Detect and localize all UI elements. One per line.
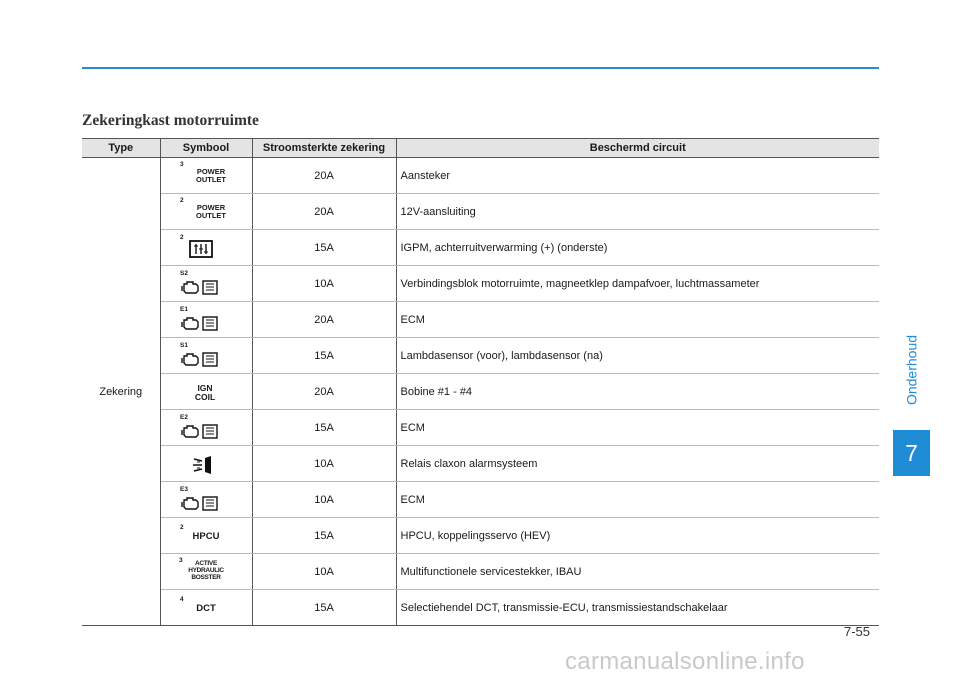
rating-cell: 20A bbox=[252, 158, 396, 194]
circuit-cell: Bobine #1 - #4 bbox=[396, 374, 879, 410]
circuit-cell: Selectiehendel DCT, transmissie-ECU, transmissiestandschakelaar bbox=[396, 590, 879, 626]
symbol-superscript: E3 bbox=[180, 485, 188, 493]
rating-cell: 10A bbox=[252, 554, 396, 590]
table-row bbox=[82, 194, 879, 230]
symbol-label-line: HYDRAULIC bbox=[188, 566, 224, 574]
rating-cell: 15A bbox=[252, 410, 396, 446]
engine-ecu-icon bbox=[167, 412, 245, 444]
symbol-superscript: S1 bbox=[180, 341, 188, 349]
table-body bbox=[82, 158, 879, 626]
circuit-cell: IGPM, achterruitverwarming (+) (onderste) bbox=[396, 230, 879, 266]
rating-cell: 20A bbox=[252, 302, 396, 338]
symbol-cell bbox=[160, 230, 252, 266]
symbol-text bbox=[167, 592, 245, 624]
symbol-label-line: HPCU bbox=[192, 530, 220, 542]
chapter-number: 7 bbox=[893, 430, 930, 476]
side-tab-label: Onderhoud bbox=[903, 334, 920, 406]
symbol-superscript: 4 bbox=[180, 595, 184, 603]
table-row bbox=[82, 590, 879, 626]
symbol-label-line: OUTLET bbox=[196, 210, 226, 220]
symbol-text bbox=[167, 556, 245, 588]
circuit-cell: Relais claxon alarmsysteem bbox=[396, 446, 879, 482]
header-symbol: Symbool bbox=[160, 139, 252, 158]
header-rating: Stroomsterkte zekering bbox=[252, 139, 396, 158]
symbol-cell bbox=[160, 590, 252, 626]
rear-defroster-icon bbox=[167, 232, 245, 264]
symbol-cell bbox=[160, 410, 252, 446]
table-row bbox=[82, 374, 879, 410]
circuit-cell: HPCU, koppelingsservo (HEV) bbox=[396, 518, 879, 554]
symbol-label-line: POWER bbox=[196, 166, 226, 176]
circuit-cell: 12V-aansluiting bbox=[396, 194, 879, 230]
symbol-cell bbox=[160, 482, 252, 518]
table-row bbox=[82, 302, 879, 338]
table-row bbox=[82, 554, 879, 590]
table-row bbox=[82, 482, 879, 518]
symbol-cell bbox=[160, 194, 252, 230]
symbol-superscript: 2 bbox=[180, 523, 184, 531]
symbol-superscript: 3 bbox=[180, 160, 184, 168]
table-row bbox=[82, 266, 879, 302]
section-title: Zekeringkast motorruimte bbox=[82, 112, 259, 129]
symbol-text bbox=[167, 376, 245, 408]
rating-cell: 20A bbox=[252, 374, 396, 410]
symbol-label-line: OUTLET bbox=[196, 174, 226, 184]
symbol-label-line: POWER bbox=[196, 202, 226, 212]
fuse-table bbox=[82, 138, 879, 626]
circuit-cell: ECM bbox=[396, 410, 879, 446]
rating-cell: 10A bbox=[252, 482, 396, 518]
watermark: carmanualsonline.info bbox=[565, 648, 805, 675]
rating-cell: 10A bbox=[252, 266, 396, 302]
engine-ecu-icon bbox=[167, 484, 245, 516]
symbol-cell bbox=[160, 158, 252, 194]
page-number: 7-55 bbox=[844, 624, 871, 639]
symbol-superscript: E2 bbox=[180, 413, 188, 421]
symbol-label-line: DCT bbox=[196, 602, 216, 614]
symbol-superscript: 2 bbox=[180, 196, 184, 204]
engine-ecu-icon bbox=[167, 340, 245, 372]
horn-icon bbox=[167, 448, 245, 480]
type-cell: Zekering bbox=[82, 158, 160, 626]
symbol-cell bbox=[160, 302, 252, 338]
table-row bbox=[82, 338, 879, 374]
symbol-cell bbox=[160, 338, 252, 374]
symbol-cell bbox=[160, 266, 252, 302]
table-header-row bbox=[82, 139, 879, 158]
rating-cell: 10A bbox=[252, 446, 396, 482]
rating-cell: 15A bbox=[252, 518, 396, 554]
circuit-cell: ECM bbox=[396, 302, 879, 338]
circuit-cell: Aansteker bbox=[396, 158, 879, 194]
side-tab bbox=[893, 318, 930, 430]
table-row bbox=[82, 410, 879, 446]
rating-cell: 15A bbox=[252, 338, 396, 374]
circuit-cell: Multifunctionele servicestekker, IBAU bbox=[396, 554, 879, 590]
symbol-label-line: ACTIVE bbox=[194, 559, 218, 567]
symbol-label-line: IGN bbox=[197, 382, 213, 393]
symbol-text bbox=[167, 160, 245, 192]
engine-ecu-icon bbox=[167, 304, 245, 336]
header-circuit: Beschermd circuit bbox=[396, 139, 879, 158]
symbol-superscript: 3 bbox=[179, 556, 183, 564]
symbol-superscript: S2 bbox=[180, 269, 188, 277]
circuit-cell: ECM bbox=[396, 482, 879, 518]
rating-cell: 15A bbox=[252, 230, 396, 266]
symbol-cell bbox=[160, 518, 252, 554]
table-row bbox=[82, 446, 879, 482]
rating-cell: 15A bbox=[252, 590, 396, 626]
symbol-text bbox=[167, 520, 245, 552]
header-type: Type bbox=[82, 139, 160, 158]
table-row bbox=[82, 230, 879, 266]
symbol-label-line: BOSSTER bbox=[191, 573, 221, 581]
symbol-cell bbox=[160, 446, 252, 482]
rating-cell: 20A bbox=[252, 194, 396, 230]
engine-ecu-icon bbox=[167, 268, 245, 300]
circuit-cell: Lambdasensor (voor), lambdasensor (na) bbox=[396, 338, 879, 374]
table-row bbox=[82, 158, 879, 194]
symbol-superscript: 2 bbox=[180, 233, 184, 241]
symbol-superscript: E1 bbox=[180, 305, 188, 313]
symbol-cell bbox=[160, 554, 252, 590]
symbol-text bbox=[167, 196, 245, 228]
top-rule bbox=[82, 67, 879, 69]
symbol-cell bbox=[160, 374, 252, 410]
circuit-cell: Verbindingsblok motorruimte, magneetklep dampafvoer, luchtmassameter bbox=[396, 266, 879, 302]
symbol-label-line: COIL bbox=[194, 391, 216, 402]
table-row bbox=[82, 518, 879, 554]
